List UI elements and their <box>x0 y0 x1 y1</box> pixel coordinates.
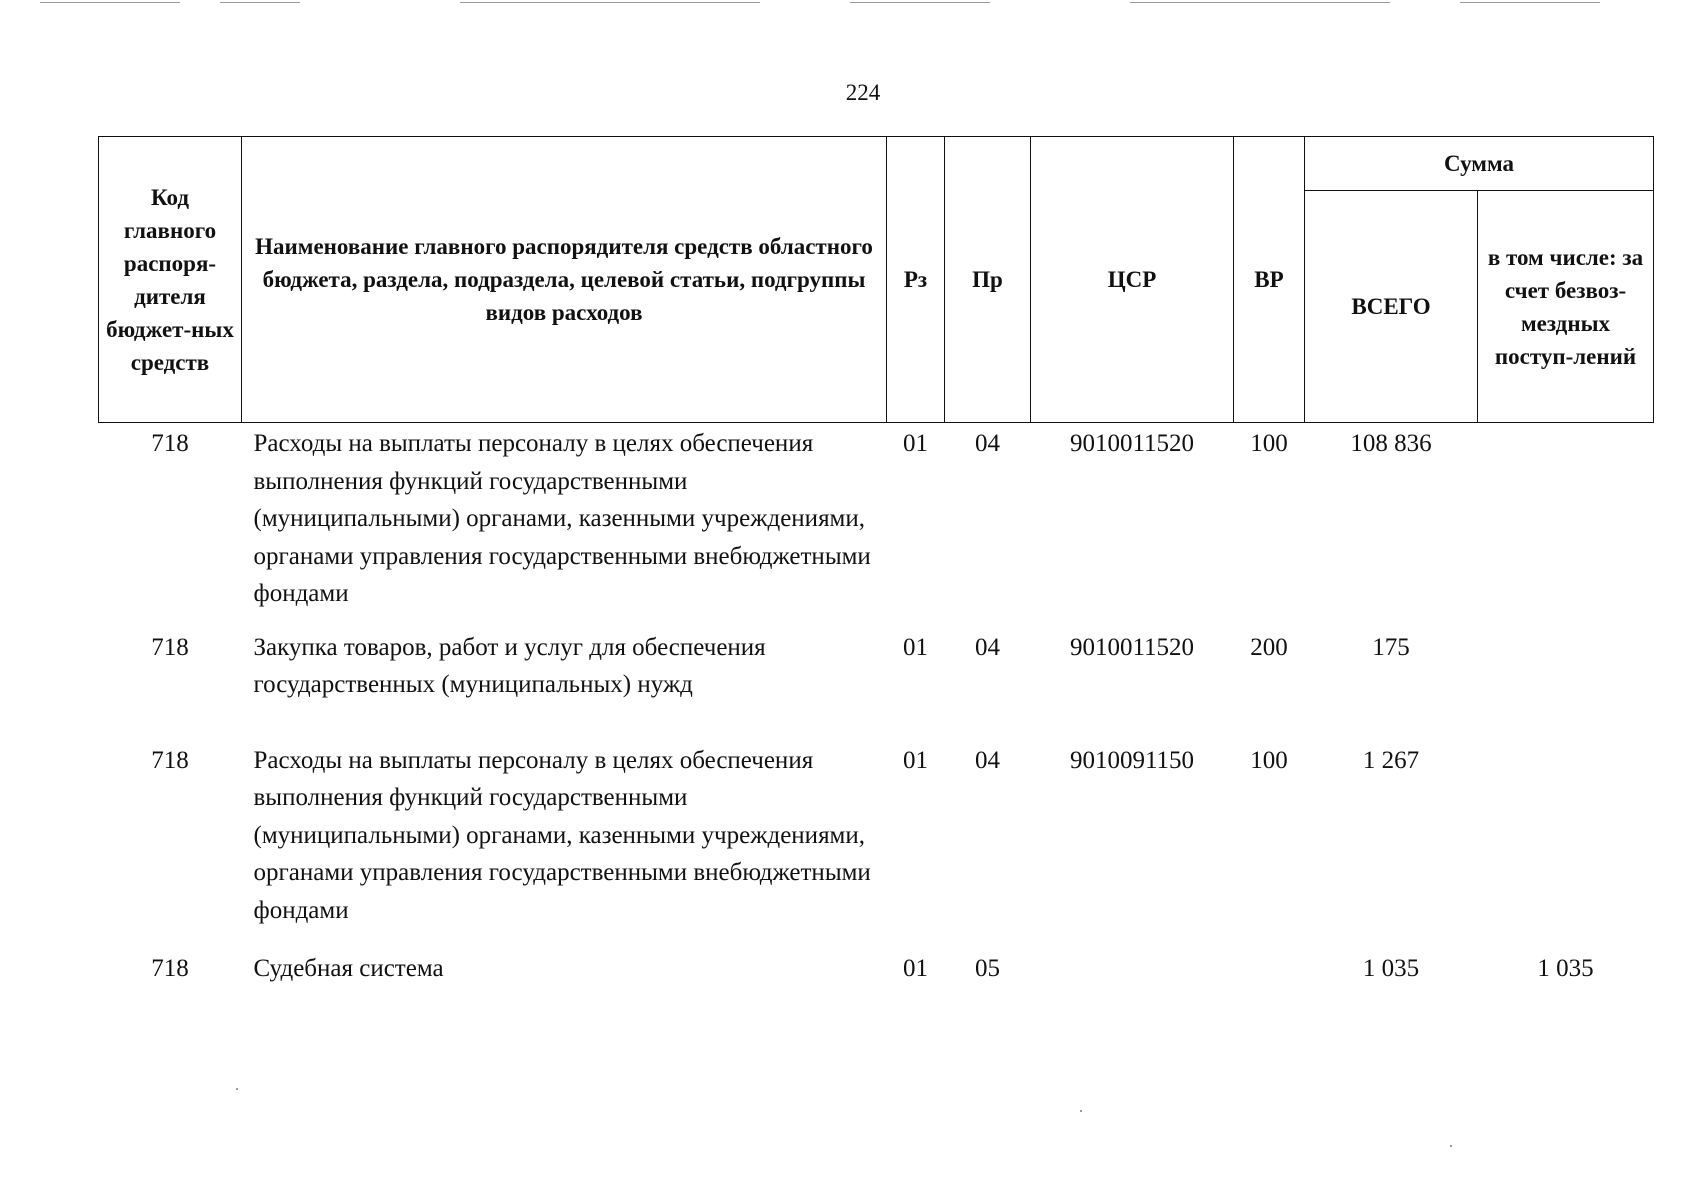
scan-artifact-line <box>460 2 760 3</box>
cell-code: 718 <box>151 430 189 457</box>
cell-name: Закупка товаров, работ и услуг для обеспечения государственных (муниципальных) нужд <box>253 633 766 698</box>
cell-vr: 200 <box>1250 633 1288 661</box>
scan-artifact-line <box>1460 2 1600 3</box>
cell-rz: 01 <box>903 746 928 774</box>
cell-pr: 04 <box>975 746 1000 774</box>
cell-grant <box>1478 423 1654 629</box>
page-number: 224 <box>845 80 881 105</box>
header-code: Код главного распоря-дителя бюджет-ных средств <box>99 137 242 423</box>
cell-rz: 01 <box>903 954 928 982</box>
header-pr: Пр <box>945 137 1031 423</box>
cell-vr <box>1234 950 1305 1010</box>
scan-speck <box>236 1088 238 1090</box>
table-row <box>99 423 1654 629</box>
cell-grant <box>1478 629 1654 742</box>
table-row <box>99 629 1654 742</box>
cell-csr: 9010011520 <box>1069 633 1195 661</box>
scan-artifact-line <box>850 2 990 3</box>
cell-pr: 04 <box>975 633 1000 661</box>
scan-artifact-line <box>40 2 180 3</box>
scan-speck <box>1450 1145 1452 1147</box>
cell-pr: 04 <box>975 430 1000 457</box>
header-name: Наименование главного распорядителя средств областного бюджета, раздела, подраздела, целевой статьи, подгруппы видов расходов <box>242 137 887 423</box>
cell-total: 1 035 <box>1362 954 1420 982</box>
header-rz: Рз <box>887 137 945 423</box>
cell-csr: 9010091150 <box>1069 746 1195 774</box>
scan-speck <box>1080 1110 1082 1112</box>
cell-code: 718 <box>151 954 189 982</box>
cell-pr: 05 <box>975 954 1000 982</box>
cell-name: Расходы на выплаты персоналу в целях обеспечения выполнения функций государственными (муниципальными) органами, казенными учреждениями, органами управления государственными внебюджетными фондами <box>253 430 871 607</box>
header-vr: ВР <box>1234 137 1305 423</box>
cell-name: Судебная система <box>253 954 444 982</box>
header-sum: Сумма <box>1305 137 1654 191</box>
cell-code: 718 <box>151 746 189 774</box>
header-total: ВСЕГО <box>1305 191 1478 423</box>
cell-vr: 100 <box>1250 746 1288 774</box>
scan-artifact-line <box>220 2 300 3</box>
cell-grant: 1 035 <box>1537 954 1594 982</box>
cell-rz: 01 <box>903 633 928 661</box>
cell-rz: 01 <box>903 430 928 457</box>
cell-total: 108 836 <box>1350 430 1432 457</box>
header-csr: ЦСР <box>1031 137 1234 423</box>
header-grant: в том числе: за счет безвоз-мездных поступ-лений <box>1478 191 1654 423</box>
scan-artifact-line <box>1130 2 1390 3</box>
table-row <box>99 950 1654 1010</box>
cell-total: 175 <box>1372 633 1410 661</box>
cell-total: 1 267 <box>1362 746 1420 774</box>
table-header <box>99 137 1654 423</box>
cell-vr: 100 <box>1250 430 1288 457</box>
budget-table <box>98 136 1654 1010</box>
table-body <box>99 423 1654 1010</box>
cell-csr <box>1031 950 1234 1010</box>
cell-grant <box>1478 742 1654 950</box>
cell-code: 718 <box>151 633 189 661</box>
cell-name: Расходы на выплаты персоналу в целях обеспечения выполнения функций государственными (муниципальными) органами, казенными учреждениями, органами управления государственными внебюджетными фондами <box>253 746 871 924</box>
cell-csr: 9010011520 <box>1069 430 1195 457</box>
table-row <box>99 742 1654 950</box>
